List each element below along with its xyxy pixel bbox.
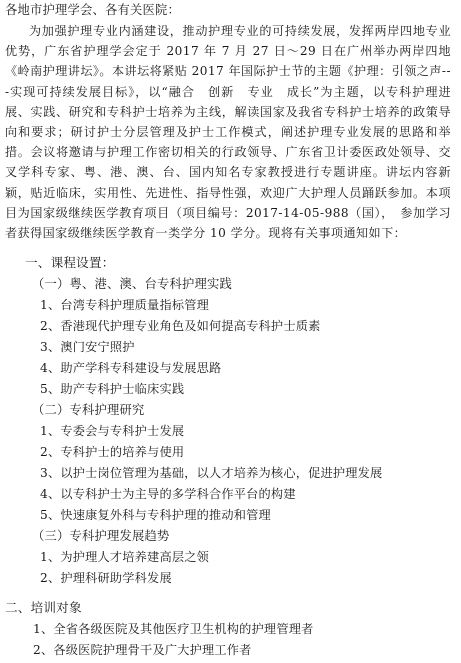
intro-paragraph: 为加强护理专业内涵建设，推动护理专业的可持续发展，发挥两岸四地专业优势，广东省护理学会定于 2017 年 7 月 27 日～29 日在广州举办两岸四地《岭南护理讲坛》。本讲坛将紧贴 2017 年国际护士节的主题《护理：引领之声---实现可持续发展目标》，以“融合 创新 专业 成长”为主题，以专科护理进展、实践、研究和专科护士培养为主线，解读国家及我省专科护士培养的政策导向和要求；研讨护士分层管理及护士工作模式，阐述护理专业发展的思路和举措。会议将邀请与护理工作密切相关的行政领导、广东省卫计委医政处领导、交叉学科专家、粤、港、澳、台、国内知名专家教授进行专题讲座。讲坛内容新颖，贴近临床，实用性、先进性、指导性强，欢迎广大护理人员踊跃参加。本项目为国家级继续医学教育项目（项目编号：2017-14-05-988（国）， 参加学习者获得国家级继续医学教育一类学分 10 学分。现将有关事项通知如下：: [5, 24, 451, 241]
list-item: 2、各级医院护理骨干及广大护理工作者: [33, 643, 252, 657]
list-item: 3、以护士岗位管理为基础，以人才培养为核心，促进护理发展: [40, 466, 383, 480]
section-1-title: 一、课程设置：: [25, 255, 115, 270]
list-item: 2、护理科研助学科发展: [40, 571, 172, 585]
list-item: 2、专科护士的培养与使用: [40, 445, 185, 459]
list-item: 5、助产专科护士临床实践: [40, 382, 185, 396]
list-item: 1、为护理人才培养建高层之领: [40, 550, 209, 564]
salutation: 各地市护理学会、各有关医院：: [5, 3, 180, 17]
list-item: 4、以专科护士为主导的多学科合作平台的构建: [40, 487, 296, 501]
list-item: 2、香港现代护理专业角色及如何提高专科护士质素: [40, 319, 321, 333]
section-2-title: 二、培训对象: [5, 600, 82, 615]
subsection-3-title: （三）专科护理发展趋势: [32, 529, 170, 543]
list-item: 1、台湾专科护理质量指标管理: [40, 298, 209, 312]
list-item: 4、助产学科专科建设与发展思路: [40, 361, 222, 375]
subsection-2-title: （二）专科护理研究: [32, 403, 145, 417]
list-item: 1、全省各级医院及其他医疗卫生机构的护理管理者: [33, 622, 314, 636]
list-item: 1、专委会与专科护士发展: [40, 424, 185, 438]
list-item: 5、快速康复外科与专科护理的推动和管理: [40, 508, 271, 522]
list-item: 3、澳门安宁照护: [40, 340, 135, 354]
subsection-1-title: （一）粤、港、澳、台专科护理实践: [32, 277, 232, 291]
